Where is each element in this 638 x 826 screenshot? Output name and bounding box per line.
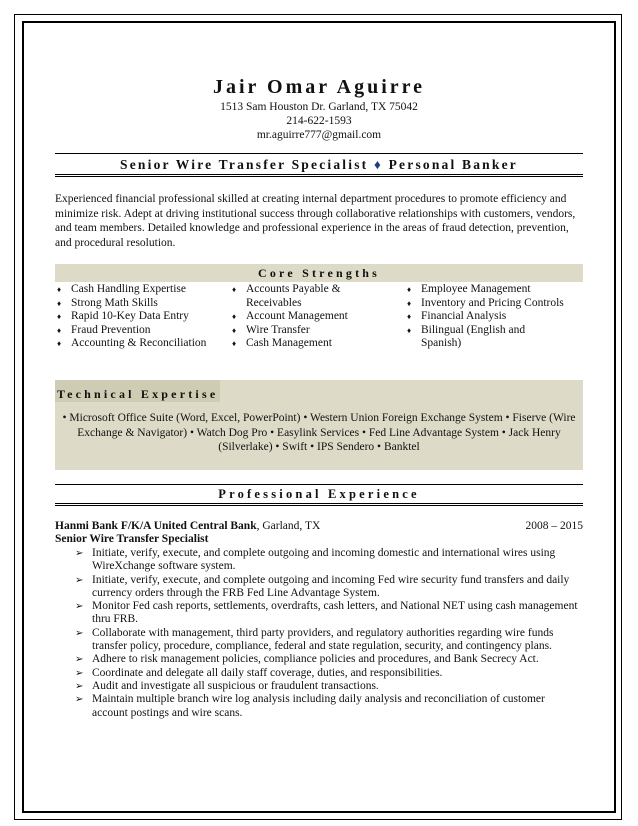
list-item: ➢ Initiate, verify, execute, and complete outgoing and incoming domestic and international wires using WireXchange software system.: [75, 547, 583, 574]
list-item: ♦ Fraud Prevention: [57, 324, 227, 338]
list-item: ♦ Accounts Payable & Receivables: [232, 283, 392, 310]
list-item: ♦ Strong Math Skills: [57, 297, 227, 311]
list-item: ♦ Employee Management: [407, 283, 567, 297]
diamond-icon: ♦: [373, 157, 384, 172]
address: 1513 Sam Houston Dr. Garland, TX 75042: [220, 101, 418, 113]
candidate-name: Jair Omar Aguirre: [212, 76, 426, 98]
company-location: , Garland, TX: [256, 520, 321, 532]
list-item: ➢ Adhere to risk management policies, compliance policies and procedures, and Bank Secrecy Act.: [75, 653, 583, 666]
core-strengths-column-2: [232, 283, 392, 351]
list-item: ➢ Initiate, verify, execute, and complete outgoing and incoming Fed wire security fund transfers and daily currency orders through the FRB Fed Line Advantage System.: [75, 574, 583, 601]
company-name: Hanmi Bank F/K/A United Central Bank: [55, 520, 257, 532]
email: mr.aguirre777@gmail.com: [256, 129, 382, 141]
list-item: ♦ Bilingual (English and Spanish): [407, 324, 567, 351]
list-item: ➢ Audit and investigate all suspicious or fraudulent transactions.: [75, 680, 583, 693]
job-target-title: [55, 157, 583, 173]
professional-experience-heading: Professional Experience: [218, 487, 420, 501]
list-item: ♦ Inventory and Pricing Controls: [407, 297, 567, 311]
list-item: ➢ Coordinate and delegate all daily staff coverage, duties, and responsibilities.: [75, 667, 583, 680]
core-strengths-column-1: [57, 283, 227, 351]
technical-expertise-heading: Technical Expertise: [57, 387, 219, 401]
list-item: ➢ Monitor Fed cash reports, settlements, overdrafts, cash letters, and National NET using cash management thru FRB.: [75, 600, 583, 627]
list-item: ♦ Financial Analysis: [407, 310, 567, 324]
list-item: ♦ Account Management: [232, 310, 392, 324]
employment-dates: 2008 – 2015: [525, 520, 583, 532]
list-item: ➢ Collaborate with management, third party providers, and regulatory authorities regarding wire funds transfer policy, procedure, compliance, federal and state regulation, security, and contingency plans.: [75, 627, 583, 654]
list-item: ♦ Cash Management: [232, 337, 392, 351]
list-item: ♦ Wire Transfer: [232, 324, 392, 338]
list-item: ♦ Accounting & Reconciliation: [57, 337, 227, 351]
list-item: ♦ Cash Handling Expertise: [57, 283, 227, 297]
list-item: ♦ Rapid 10-Key Data Entry: [57, 310, 227, 324]
title-secondary: Personal Banker: [388, 157, 518, 172]
phone: 214-622-1593: [286, 115, 352, 127]
responsibilities-list: [75, 547, 583, 720]
job-title: Senior Wire Transfer Specialist: [55, 533, 209, 545]
technical-expertise-list: • Microsoft Office Suite (Word, Excel, PowerPoint) • Western Union Foreign Exchange System • Fiserve (Wire Exchange & Navigator) • Watch Dog Pro • Easylink Services • Fed Line Advantage System • Jack Henry (Silverlake) • Swift • IPS Sendero • Banktel: [62, 412, 576, 453]
employer: [55, 520, 320, 532]
professional-summary: Experienced financial professional skilled at creating internal department procedures to promote efficiency and minimize risk. Adept at driving institutional success through collaborative relationships with customers, vendors, and team members. Detailed knowledge and professional experience in the areas of fraud detection, prevention, and procedural resolution.: [55, 193, 576, 249]
core-strengths-column-3: [407, 283, 567, 351]
title-primary: Senior Wire Transfer Specialist: [120, 157, 369, 172]
list-item: ➢ Maintain multiple branch wire log analysis including daily analysis and reconciliation of customer account postings and wire scans.: [75, 693, 583, 720]
core-strengths-heading: Core Strengths: [257, 266, 381, 280]
